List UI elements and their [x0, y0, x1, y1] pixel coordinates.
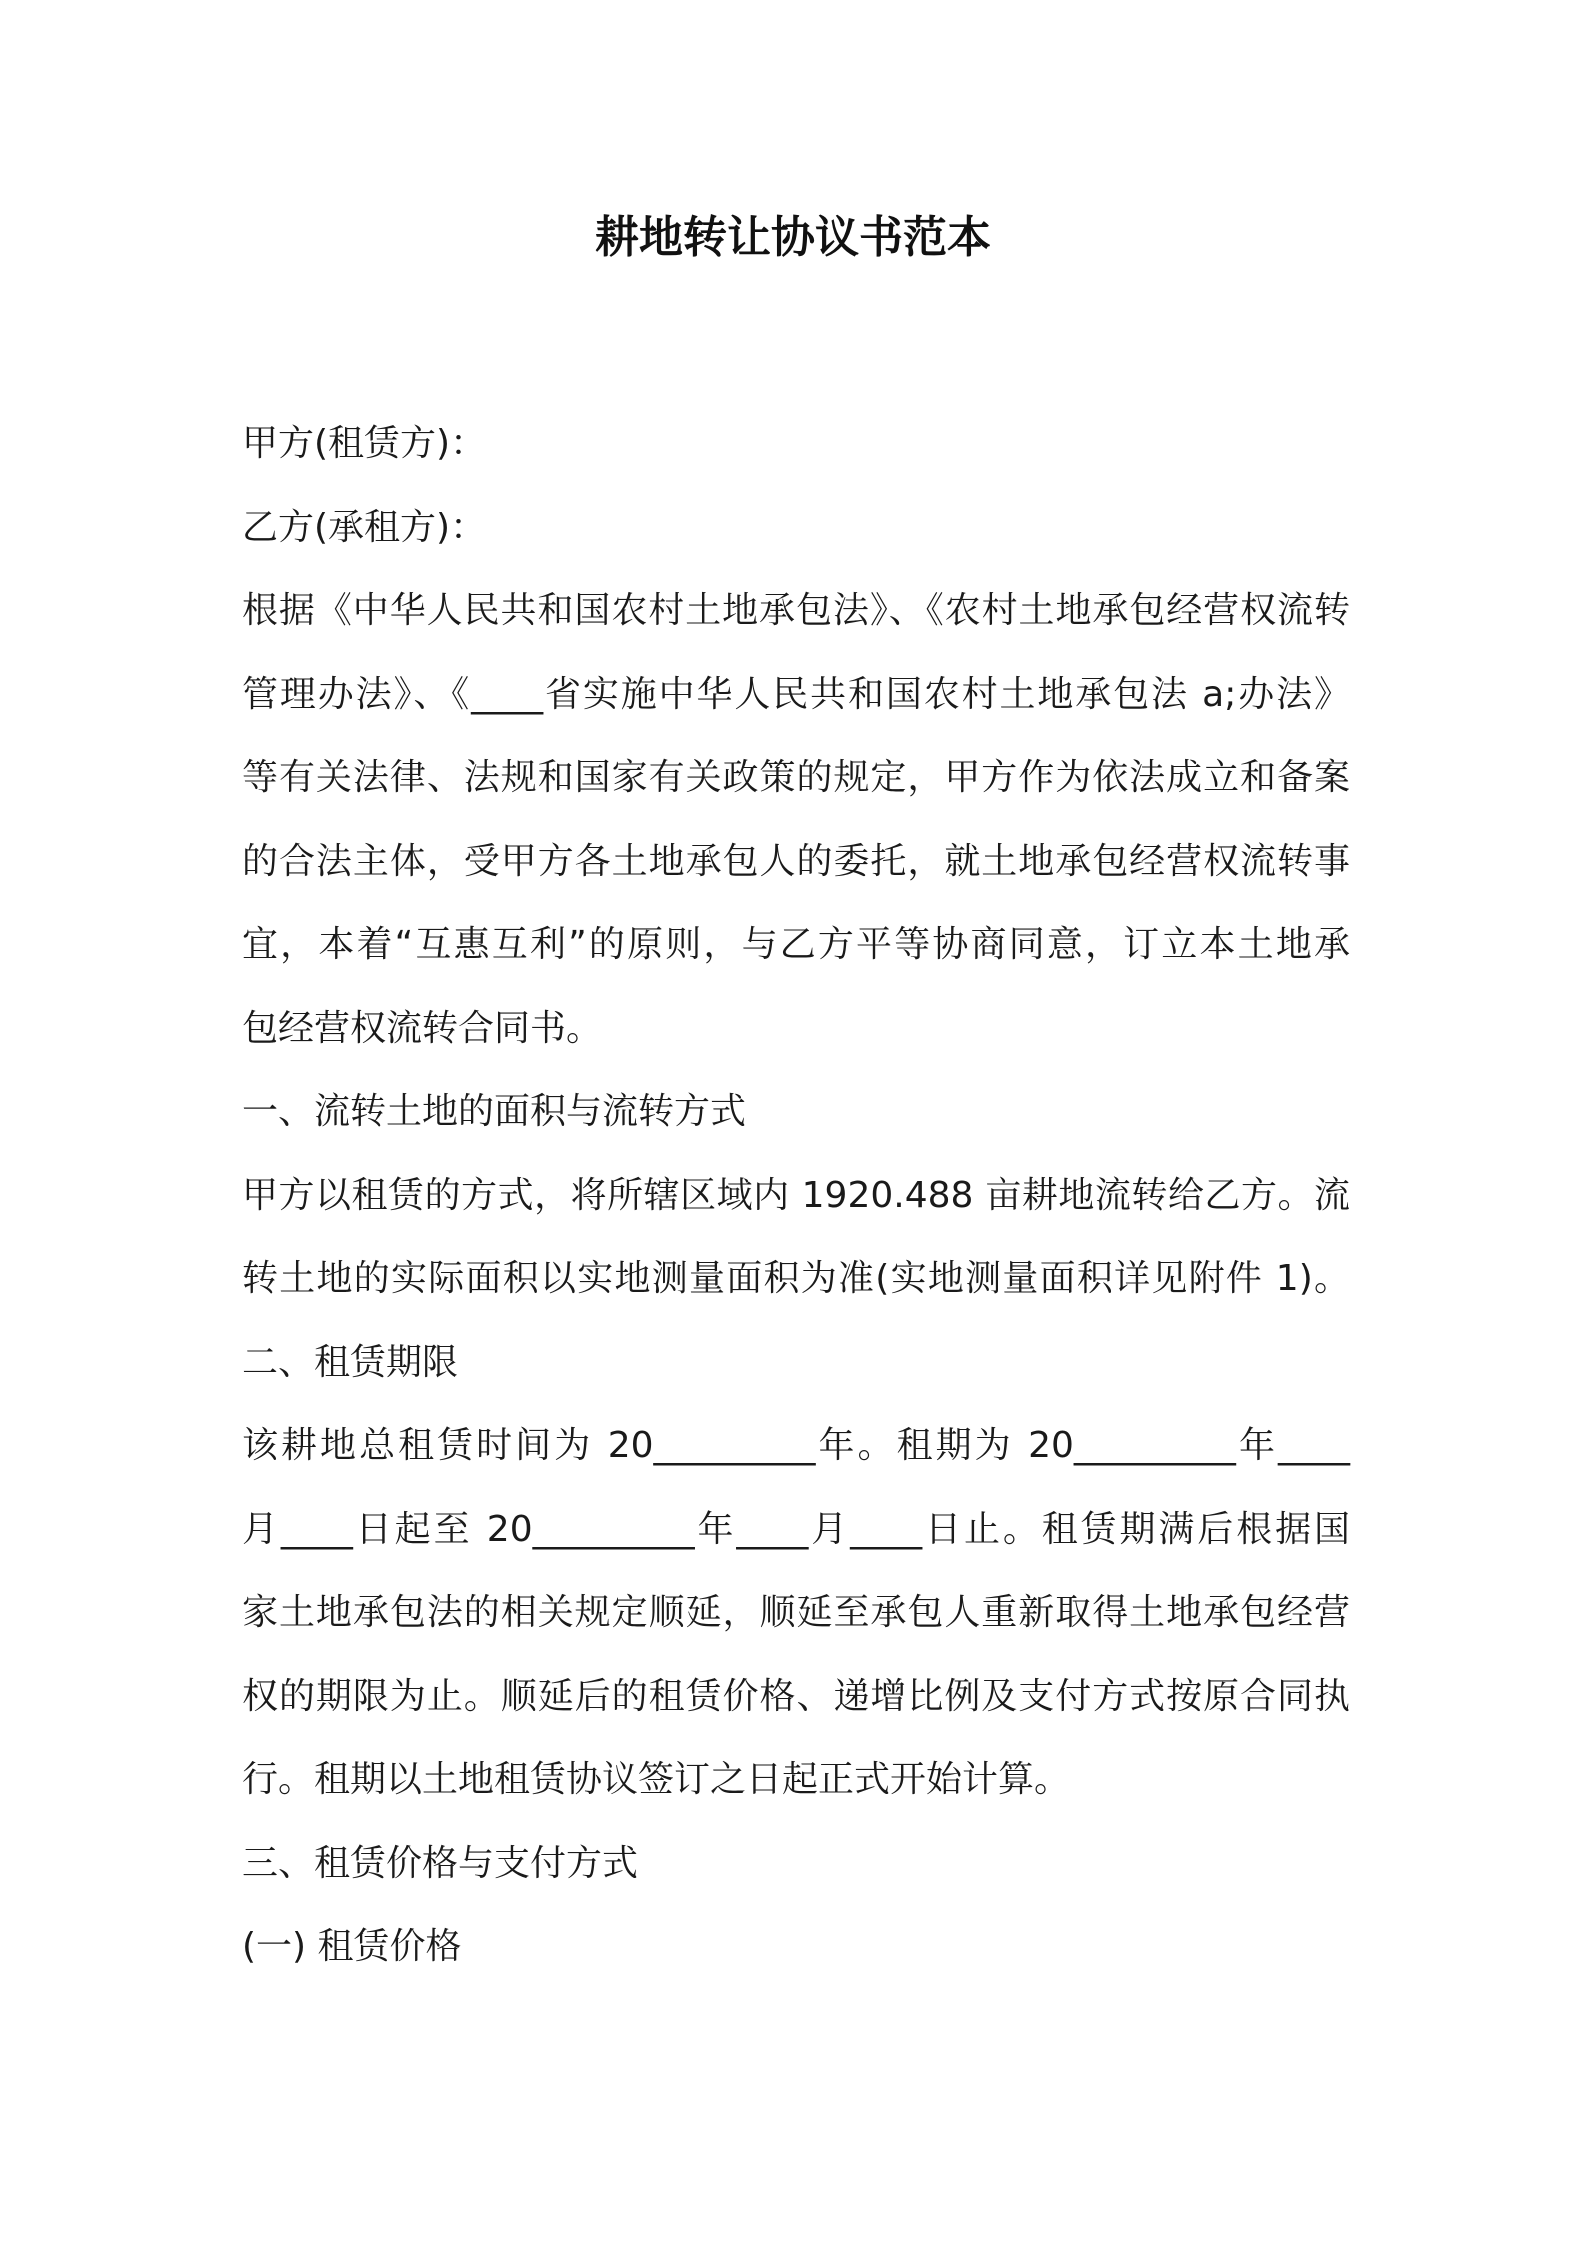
document-line: 行。租期以土地租赁协议签订之日起正式开始计算。 [242, 1759, 1071, 1800]
document-line: 二、租赁期限 [242, 1341, 459, 1383]
document-line: 根据《中华人民共和国农村土地承包法》、《农村土地承包经营权流转 [242, 590, 1350, 631]
document-title: 耕地转让协议书范本 [595, 212, 991, 263]
document-line: 月____日起至 20_________年____月____日止。租赁期满后根据国 [242, 1508, 1350, 1550]
document-line: 该耕地总租赁时间为 20_________年。租期为 20_________年____ [242, 1425, 1350, 1466]
document-line: 包经营权流转合同书。 [242, 1007, 603, 1049]
document-line: 三、租赁价格与支付方式 [242, 1842, 639, 1884]
document-line: 甲方(租赁方)： [242, 423, 487, 464]
document-line: 宜，本着“互惠互利”的原则，与乙方平等协商同意，订立本土地承 [242, 924, 1350, 965]
document-line: 甲方以租赁的方式，将所辖区域内 1920.488 亩耕地流转给乙方。流 [242, 1174, 1350, 1216]
document-line: (一) 租赁价格 [242, 1926, 462, 1967]
document-line: 管理办法》、《____省实施中华人民共和国农村土地承包法 a;办法》 [242, 673, 1350, 715]
document-line: 一、流转土地的面积与流转方式 [242, 1091, 747, 1132]
document-line: 转土地的实际面积以实地测量面积为准(实地测量面积详见附件 1)。 [242, 1258, 1350, 1299]
document-line: 家土地承包法的相关规定顺延，顺延至承包人重新取得土地承包经营 [242, 1592, 1350, 1633]
document-line: 的合法主体，受甲方各土地承包人的委托，就土地承包经营权流转事 [242, 840, 1350, 882]
document-line: 等有关法律、法规和国家有关政策的规定，甲方作为依法成立和备案 [242, 757, 1350, 798]
document-line: 乙方(承租方)： [242, 506, 487, 548]
document-body [242, 402, 1350, 1989]
document-line: 权的期限为止。顺延后的租赁价格、递增比例及支付方式按原合同执 [242, 1675, 1350, 1717]
